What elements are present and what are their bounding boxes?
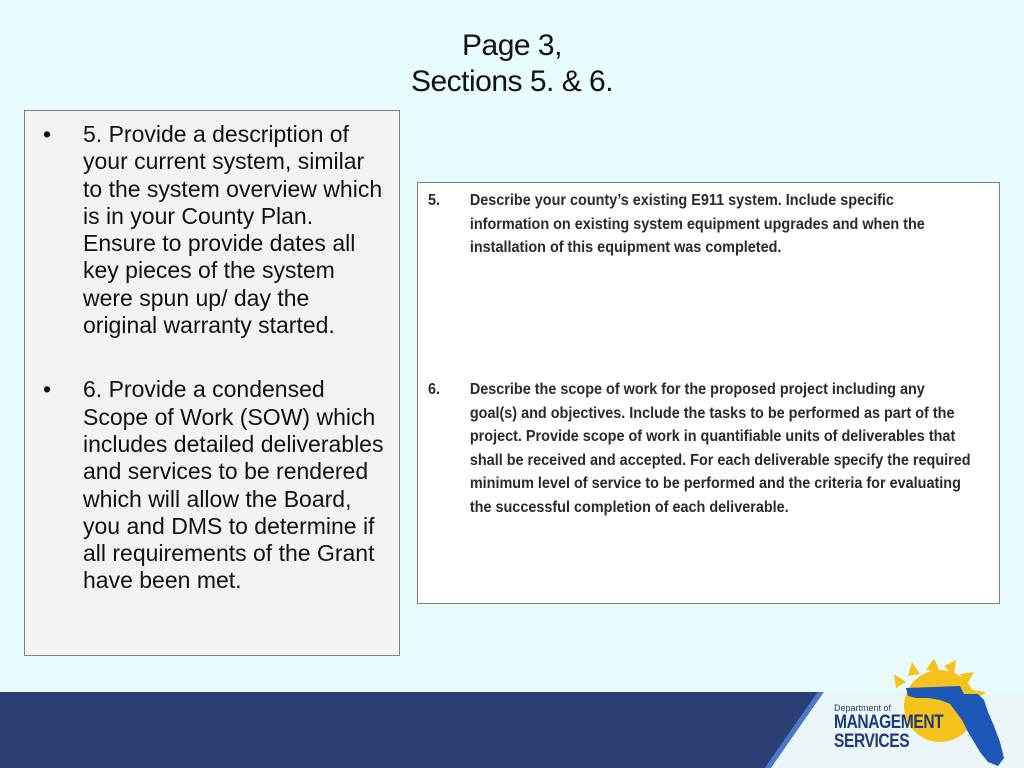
title-line-2: Sections 5. & 6. [410,65,614,98]
dms-logo-text [834,703,967,751]
logo-management: MANAGEMENT [834,712,944,733]
instructions-box [24,110,400,656]
form-excerpt-box [417,182,1000,604]
excerpt-text-5: Describe your county’s existing E911 system. Include specific information on existing system equipment upgrades and when the installation of this equipment was completed. [469,192,925,257]
title-line-1: Page 3, [462,29,562,62]
bullet-item-5 [35,121,389,339]
excerpt-number-6: 6. [428,381,441,398]
excerpt-item-6 [428,378,971,520]
footer-navy-bar [0,692,818,768]
bullet-text-5: 5. Provide a description of your current system, similar to the system overview which is in your County Plan. Ensure to provide dates all key pieces of the system were spun up/ day the original warranty started. [83,121,383,339]
logo-services: SERVICES [834,731,910,752]
slide-title [0,28,1024,100]
excerpt-item-5 [428,189,939,260]
bullet-icon: • [43,121,52,147]
bullet-item-6 [35,376,389,594]
logo-department-of: Department of [834,703,892,713]
bullet-text-6: 6. Provide a condensed Scope of Work (SOW) which includes detailed deliverables and services to be rendered which will allow the Board, you and DMS to determine if all requirements of the Grant have been met. [83,376,384,594]
bullet-icon: • [43,376,52,403]
excerpt-text-6: Describe the scope of work for the proposed project including any goal(s) and objectives. Include the tasks to be performed as part of the project. Provide scope of work in quantifiable units of deliverables that shall be received and accepted. For each deliverable specify the required minimum level of service to be performed and the criteria for evaluating the successful completion of each deliverable. [469,381,971,516]
excerpt-number-5: 5. [428,192,441,209]
